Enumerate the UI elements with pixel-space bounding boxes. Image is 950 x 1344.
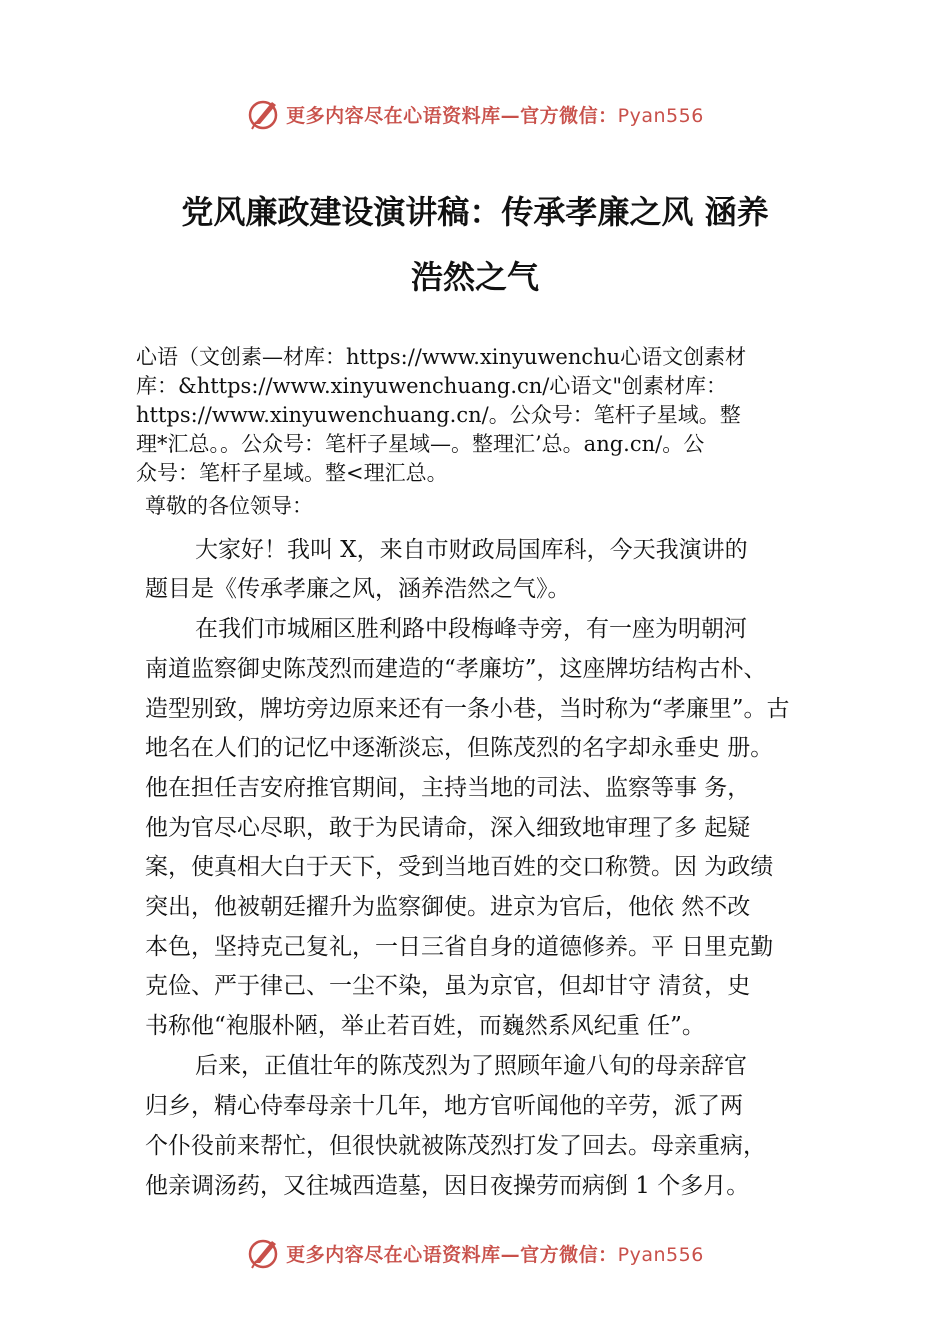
banner-text: 更多内容尽在心语资料库—官方微信：Pyan556 <box>286 104 704 127</box>
source-line: 理*汇总。。公众号：笔杆子星域—。整理汇’总。ang.cn/。公 <box>136 432 705 456</box>
body-line: 造型别致，牌坊旁边原来还有一条小巷，当时称为“孝廉里”。古 <box>145 696 790 722</box>
body-line: 克俭、严于律己、一尘不染，虽为京官，但却甘守 清贫，史 <box>145 973 751 999</box>
body-line: 题目是《传承孝廉之风，涵养浩然之气》。 <box>145 576 571 602</box>
body-line: 大家好！我叫 X，来自市财政局国库科，今天我演讲的 <box>195 537 748 563</box>
body-line: 归乡，精心侍奉母亲十几年，地方官听闻他的辛劳，派了两 <box>145 1093 743 1119</box>
body-line: 书称他“袍服朴陋，举止若百姓，而巍然系风纪重 任”。 <box>145 1013 705 1039</box>
body-line: 本色，坚持克己复礼，一日三省自身的道德修养。平 日里克勤 <box>145 934 774 960</box>
body-line: 他在担任吉安府推官期间，主持当地的司法、监察等事 务， <box>145 775 751 801</box>
quill-pen-logo-icon <box>246 1235 282 1271</box>
document-title-line-2: 浩然之气 <box>410 258 539 296</box>
source-line: https://www.xinyuwenchuang.cn/。公众号：笔杆子星域。整 <box>136 403 741 427</box>
body-line: 突出，他被朝廷擢升为监察御使。进京为官后，他依 然不改 <box>145 894 751 920</box>
body-line: 后来，正值壮年的陈茂烈为了照顾年逾八旬的母亲辞官 <box>195 1053 747 1079</box>
banner-text: 更多内容尽在心语资料库—官方微信：Pyan556 <box>286 1243 704 1266</box>
document-title-line-1: 党风廉政建设演讲稿：传承孝廉之风 涵养 <box>181 193 769 231</box>
body-line: 地名在人们的记忆中逐渐淡忘，但陈茂烈的名字却永垂史 册。 <box>145 735 774 761</box>
salutation: 尊敬的各位领导： <box>145 494 313 518</box>
body-line: 案，使真相大白于天下，受到当地百姓的交口称赞。因 为政绩 <box>145 854 774 880</box>
source-line: 库：&https://www.xinyuwenchuang.cn/心语文"创素材库： <box>136 374 728 398</box>
body-line: 他亲调汤药，又往城西造墓，因日夜操劳而病倒 1 个多月。 <box>145 1173 750 1199</box>
body-line: 个仆役前来帮忙，但很快就被陈茂烈打发了回去。母亲重病， <box>145 1133 766 1159</box>
quill-pen-logo-icon <box>246 96 282 132</box>
wechat-id: Pyan556 <box>617 1243 704 1266</box>
source-line: 众号：笔杆子星域。整<理汇总。 <box>136 461 448 485</box>
source-line: 心语（文创素—材库：https://www.xinyuwenchu心语文创素材 <box>136 345 747 369</box>
header-banner <box>0 94 950 134</box>
body-line: 南道监察御史陈茂烈而建造的“孝廉坊”，这座牌坊结构古朴、 <box>145 656 767 682</box>
footer-banner <box>0 1233 950 1273</box>
body-line: 他为官尽心尽职，敢于为民请命，深入细致地审理了多 起疑 <box>145 815 751 841</box>
wechat-id: Pyan556 <box>617 104 704 127</box>
body-line: 在我们市城厢区胜利路中段梅峰寺旁，有一座为明朝河 <box>195 616 747 642</box>
